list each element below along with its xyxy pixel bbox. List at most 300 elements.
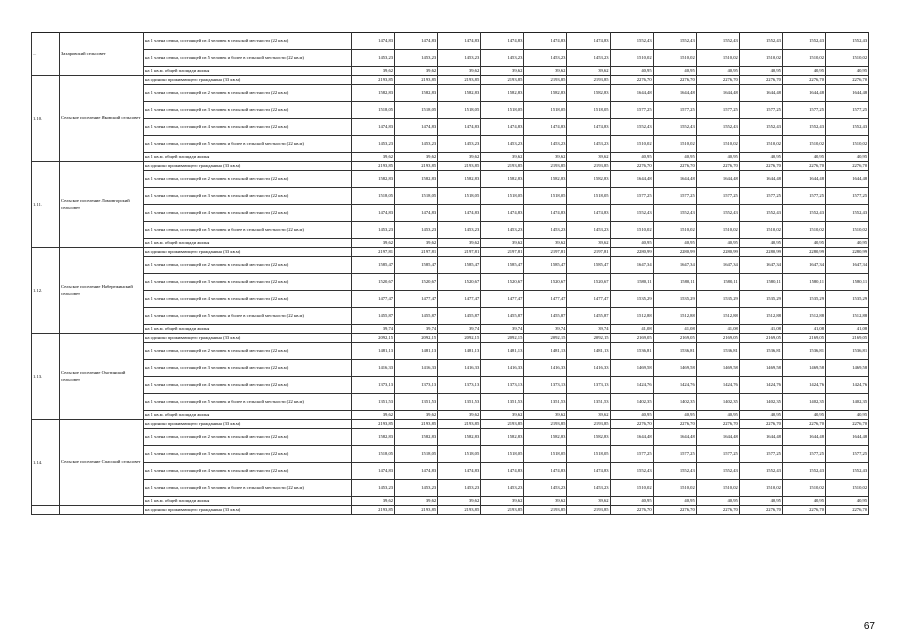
value-cell: 1474,83 <box>438 119 481 136</box>
value-cell: 1474,83 <box>567 119 610 136</box>
value-cell: 1582,83 <box>395 429 438 446</box>
value-cell: 1481,13 <box>524 343 567 360</box>
value-cell: 2193,85 <box>395 76 438 85</box>
value-cell: 2193,85 <box>524 162 567 171</box>
value-cell: 1510,02 <box>739 222 782 239</box>
table-row <box>32 308 869 325</box>
value-cell: 1402,35 <box>739 394 782 411</box>
value-cell: 1580,11 <box>782 274 825 291</box>
value-cell: 39,62 <box>395 67 438 76</box>
value-cell: 2169,05 <box>782 334 825 343</box>
norm-description: на 1 кв.м. общей площади жилья <box>144 411 352 420</box>
value-cell: 41,08 <box>610 325 653 334</box>
value-cell: 1402,35 <box>696 394 739 411</box>
value-cell: 1510,02 <box>826 480 869 497</box>
value-cell: 1474,83 <box>438 205 481 222</box>
value-cell: 2193,85 <box>567 420 610 429</box>
value-cell: 2276,70 <box>653 76 696 85</box>
value-cell: 1424,76 <box>696 377 739 394</box>
norm-description: на 1 члена семьи, состоящей из 4 человек в сельской местности (22 кв.м) <box>144 205 352 222</box>
value-cell: 2276,70 <box>782 506 825 515</box>
value-cell: 1453,23 <box>395 136 438 153</box>
value-cell: 1351,53 <box>481 394 524 411</box>
value-cell: 1510,02 <box>782 480 825 497</box>
value-cell: 41,08 <box>782 325 825 334</box>
value-cell: 1477,47 <box>438 291 481 308</box>
norm-description: на 1 члена семьи, состоящей из 3 человек в сельской местности (22 кв.м) <box>144 274 352 291</box>
value-cell: 1402,35 <box>782 394 825 411</box>
value-cell: 1647,34 <box>739 257 782 274</box>
value-cell: 1373,13 <box>481 377 524 394</box>
value-cell: 2276,70 <box>696 506 739 515</box>
value-cell: 40,95 <box>653 411 696 420</box>
value-cell: 1373,13 <box>352 377 395 394</box>
value-cell: 1510,02 <box>782 50 825 67</box>
value-cell: 1644,48 <box>696 171 739 188</box>
value-cell: 2193,85 <box>567 506 610 515</box>
value-cell: 1577,25 <box>610 102 653 119</box>
value-cell: 1474,83 <box>438 463 481 480</box>
value-cell: 1474,83 <box>395 205 438 222</box>
value-cell: 1474,83 <box>524 205 567 222</box>
value-cell: 1582,83 <box>352 429 395 446</box>
value-cell: 1518,05 <box>567 188 610 205</box>
table-row <box>32 67 869 76</box>
value-cell: 1585,47 <box>438 257 481 274</box>
value-cell: 1373,13 <box>395 377 438 394</box>
value-cell: 1453,23 <box>481 50 524 67</box>
value-cell: 1510,02 <box>826 136 869 153</box>
value-cell: 1510,02 <box>696 222 739 239</box>
value-cell: 40,95 <box>610 497 653 506</box>
value-cell: 39,74 <box>567 325 610 334</box>
norm-description: на 1 члена семьи, состоящей из 4 человек в сельской местности (22 кв.м) <box>144 119 352 136</box>
value-cell: 2193,85 <box>524 506 567 515</box>
value-cell: 39,74 <box>481 325 524 334</box>
value-cell: 1474,83 <box>352 205 395 222</box>
value-cell: 40,95 <box>826 67 869 76</box>
value-cell: 1552,43 <box>653 33 696 50</box>
value-cell: 2197,81 <box>524 248 567 257</box>
value-cell: 39,62 <box>352 411 395 420</box>
value-cell: 1453,23 <box>438 136 481 153</box>
value-cell: 1552,43 <box>826 119 869 136</box>
value-cell: 2276,70 <box>653 162 696 171</box>
value-cell: 1455,87 <box>481 308 524 325</box>
value-cell: 1644,48 <box>739 171 782 188</box>
table-row <box>32 76 869 85</box>
value-cell: 1552,43 <box>696 33 739 50</box>
value-cell: 1520,67 <box>524 274 567 291</box>
value-cell: 40,95 <box>782 153 825 162</box>
value-cell: 2276,70 <box>782 76 825 85</box>
value-cell: 1577,25 <box>739 188 782 205</box>
row-group-code: 1.10. <box>32 76 60 162</box>
value-cell: 1644,48 <box>782 429 825 446</box>
value-cell: 1552,43 <box>610 463 653 480</box>
value-cell: 1520,67 <box>438 274 481 291</box>
value-cell: 1512,88 <box>696 308 739 325</box>
value-cell: 40,95 <box>739 497 782 506</box>
settlement-name: Сельское поселение Охотинский сельсовет <box>60 334 144 420</box>
value-cell: 40,95 <box>782 497 825 506</box>
settlement-name <box>60 506 144 515</box>
value-cell: 2276,70 <box>739 420 782 429</box>
table-row <box>32 171 869 188</box>
value-cell: 1644,48 <box>782 85 825 102</box>
table-row <box>32 446 869 463</box>
value-cell: 2193,85 <box>481 420 524 429</box>
value-cell: 39,74 <box>438 325 481 334</box>
value-cell: 40,95 <box>782 411 825 420</box>
value-cell: 1552,43 <box>653 205 696 222</box>
value-cell: 2197,81 <box>352 248 395 257</box>
value-cell: 1453,23 <box>524 50 567 67</box>
value-cell: 2193,85 <box>438 506 481 515</box>
value-cell: 1585,47 <box>567 257 610 274</box>
value-cell: 1644,48 <box>826 85 869 102</box>
value-cell: 1510,02 <box>739 50 782 67</box>
value-cell: 1402,35 <box>826 394 869 411</box>
value-cell: 1552,43 <box>739 119 782 136</box>
table-row <box>32 411 869 420</box>
value-cell: 1552,43 <box>826 463 869 480</box>
norm-description: на 1 члена семьи, состоящей из 3 человек в сельской местности (22 кв.м) <box>144 188 352 205</box>
value-cell: 1582,83 <box>524 171 567 188</box>
value-cell: 1474,83 <box>567 463 610 480</box>
value-cell: 1510,02 <box>653 222 696 239</box>
value-cell: 41,08 <box>739 325 782 334</box>
value-cell: 39,62 <box>481 67 524 76</box>
row-group-code: 1.13. <box>32 334 60 420</box>
value-cell: 40,95 <box>610 67 653 76</box>
value-cell: 1518,05 <box>567 446 610 463</box>
table-row <box>32 291 869 308</box>
norm-description: на 1 члена семьи, состоящей из 2 человек в сельской местности (22 кв.м) <box>144 257 352 274</box>
value-cell: 1520,67 <box>481 274 524 291</box>
value-cell: 41,08 <box>826 325 869 334</box>
value-cell: 1647,34 <box>782 257 825 274</box>
value-cell: 39,62 <box>524 67 567 76</box>
value-cell: 1453,23 <box>567 136 610 153</box>
norm-description: на 1 члена семьи, состоящей из 5 человек и более в сельской местности (22 кв.м) <box>144 50 352 67</box>
table-row <box>32 136 869 153</box>
value-cell: 1416,33 <box>438 360 481 377</box>
table-row <box>32 248 869 257</box>
value-cell: 1518,05 <box>481 446 524 463</box>
norm-description: на одиноко проживающего гражданина (33 кв.м) <box>144 334 352 343</box>
value-cell: 1455,87 <box>524 308 567 325</box>
value-cell: 2276,70 <box>826 76 869 85</box>
value-cell: 1582,83 <box>481 85 524 102</box>
value-cell: 2276,70 <box>610 506 653 515</box>
value-cell: 39,62 <box>438 239 481 248</box>
value-cell: 1577,25 <box>826 102 869 119</box>
norm-description: на одиноко проживающего гражданина (33 кв.м) <box>144 420 352 429</box>
value-cell: 1585,47 <box>352 257 395 274</box>
value-cell: 1518,05 <box>438 446 481 463</box>
value-cell: 1512,88 <box>610 308 653 325</box>
value-cell: 1582,83 <box>567 171 610 188</box>
value-cell: 1512,88 <box>826 308 869 325</box>
value-cell: 1552,43 <box>739 205 782 222</box>
table-row <box>32 50 869 67</box>
value-cell: 1582,83 <box>395 85 438 102</box>
value-cell: 39,62 <box>481 411 524 420</box>
value-cell: 1455,87 <box>567 308 610 325</box>
value-cell: 2193,85 <box>524 76 567 85</box>
norm-description: на 1 члена семьи, состоящей из 2 человек в сельской местности (22 кв.м) <box>144 85 352 102</box>
settlement-name: Сельское поселение Ломовгорский сельсовет <box>60 162 144 248</box>
norm-description: на 1 члена семьи, состоящей из 5 человек и более в сельской местности (22 кв.м) <box>144 308 352 325</box>
value-cell: 2280,99 <box>782 248 825 257</box>
norm-description: на 1 члена семьи, состоящей из 5 человек и более в сельской местности (22 кв.м) <box>144 394 352 411</box>
value-cell: 2276,70 <box>782 420 825 429</box>
value-cell: 2276,70 <box>653 506 696 515</box>
value-cell: 1552,43 <box>610 33 653 50</box>
value-cell: 2169,05 <box>739 334 782 343</box>
value-cell: 2276,70 <box>696 76 739 85</box>
value-cell: 1474,83 <box>481 463 524 480</box>
table-row <box>32 429 869 446</box>
value-cell: 40,95 <box>696 153 739 162</box>
value-cell: 1453,23 <box>481 480 524 497</box>
norm-description: на 1 члена семьи, состоящей из 3 человек в сельской местности (22 кв.м) <box>144 446 352 463</box>
value-cell: 1512,88 <box>739 308 782 325</box>
value-cell: 1582,83 <box>352 171 395 188</box>
value-cell: 1580,11 <box>696 274 739 291</box>
value-cell: 1552,43 <box>826 33 869 50</box>
value-cell: 41,08 <box>653 325 696 334</box>
table-row <box>32 274 869 291</box>
value-cell: 1552,43 <box>739 463 782 480</box>
value-cell: 1510,02 <box>826 50 869 67</box>
value-cell: 1424,76 <box>610 377 653 394</box>
value-cell: 1518,05 <box>481 188 524 205</box>
value-cell: 1644,48 <box>696 429 739 446</box>
value-cell: 40,95 <box>826 153 869 162</box>
value-cell: 1455,87 <box>438 308 481 325</box>
value-cell: 1535,29 <box>739 291 782 308</box>
value-cell: 1535,29 <box>782 291 825 308</box>
table-row <box>32 463 869 480</box>
norm-description: на 1 кв.м. общей площади жилья <box>144 239 352 248</box>
norm-description: на одиноко проживающего гражданина (33 кв.м) <box>144 506 352 515</box>
value-cell: 1535,29 <box>653 291 696 308</box>
value-cell: 1510,02 <box>653 136 696 153</box>
value-cell: 1577,25 <box>739 446 782 463</box>
value-cell: 2193,85 <box>395 420 438 429</box>
value-cell: 1474,83 <box>352 119 395 136</box>
value-cell: 2276,70 <box>739 506 782 515</box>
value-cell: 40,95 <box>782 239 825 248</box>
value-cell: 2276,70 <box>826 162 869 171</box>
value-cell: 1477,47 <box>481 291 524 308</box>
value-cell: 1535,29 <box>696 291 739 308</box>
value-cell: 2092,15 <box>481 334 524 343</box>
value-cell: 2276,70 <box>696 420 739 429</box>
value-cell: 1577,25 <box>610 446 653 463</box>
value-cell: 1481,13 <box>395 343 438 360</box>
value-cell: 1552,43 <box>782 205 825 222</box>
value-cell: 1474,83 <box>524 463 567 480</box>
settlement-name: Сельское поселение Набережинский сельсовет <box>60 248 144 334</box>
value-cell: 40,95 <box>826 411 869 420</box>
value-cell: 1644,48 <box>653 171 696 188</box>
value-cell: 1552,43 <box>739 33 782 50</box>
value-cell: 1474,83 <box>395 119 438 136</box>
value-cell: 39,62 <box>352 497 395 506</box>
value-cell: 1474,83 <box>352 33 395 50</box>
value-cell: 1510,02 <box>739 480 782 497</box>
value-cell: 1373,13 <box>567 377 610 394</box>
value-cell: 1416,33 <box>567 360 610 377</box>
value-cell: 2280,99 <box>739 248 782 257</box>
table-row <box>32 239 869 248</box>
value-cell: 1552,43 <box>610 205 653 222</box>
value-cell: 1453,23 <box>481 222 524 239</box>
value-cell: 39,62 <box>438 497 481 506</box>
value-cell: 40,95 <box>826 239 869 248</box>
table-row <box>32 394 869 411</box>
value-cell: 1520,67 <box>567 274 610 291</box>
value-cell: 39,62 <box>524 239 567 248</box>
value-cell: 39,62 <box>438 153 481 162</box>
value-cell: 2276,70 <box>782 162 825 171</box>
value-cell: 2193,85 <box>438 420 481 429</box>
value-cell: 1644,48 <box>653 429 696 446</box>
value-cell: 1552,43 <box>653 463 696 480</box>
value-cell: 2276,70 <box>696 162 739 171</box>
value-cell: 1552,43 <box>696 205 739 222</box>
value-cell: 40,95 <box>739 67 782 76</box>
value-cell: 1474,83 <box>395 463 438 480</box>
value-cell: 1552,43 <box>610 119 653 136</box>
value-cell: 1477,47 <box>567 291 610 308</box>
norm-description: на 1 члена семьи, состоящей из 3 человек в сельской местности (22 кв.м) <box>144 102 352 119</box>
value-cell: 1474,83 <box>438 33 481 50</box>
value-cell: 1518,05 <box>438 102 481 119</box>
value-cell: 2276,70 <box>739 162 782 171</box>
value-cell: 1469,58 <box>739 360 782 377</box>
table-row <box>32 222 869 239</box>
value-cell: 1518,05 <box>438 188 481 205</box>
value-cell: 2193,85 <box>352 506 395 515</box>
value-cell: 1518,05 <box>395 102 438 119</box>
value-cell: 1474,83 <box>524 119 567 136</box>
value-cell: 1536,81 <box>782 343 825 360</box>
value-cell: 2280,99 <box>696 248 739 257</box>
value-cell: 39,62 <box>481 153 524 162</box>
value-cell: 39,74 <box>352 325 395 334</box>
value-cell: 1536,81 <box>739 343 782 360</box>
value-cell: 39,62 <box>524 497 567 506</box>
value-cell: 1518,05 <box>524 188 567 205</box>
page-number: 67 <box>863 621 875 632</box>
value-cell: 40,95 <box>610 153 653 162</box>
value-cell: 2193,85 <box>567 162 610 171</box>
value-cell: 1481,13 <box>352 343 395 360</box>
value-cell: 1402,35 <box>610 394 653 411</box>
value-cell: 1582,83 <box>438 171 481 188</box>
value-cell: 2169,05 <box>610 334 653 343</box>
value-cell: 1536,81 <box>653 343 696 360</box>
table-row <box>32 377 869 394</box>
value-cell: 1577,25 <box>653 102 696 119</box>
value-cell: 1536,81 <box>610 343 653 360</box>
value-cell: 1474,83 <box>395 33 438 50</box>
value-cell: 1577,25 <box>696 446 739 463</box>
value-cell: 1644,48 <box>739 85 782 102</box>
value-cell: 2193,85 <box>481 506 524 515</box>
value-cell: 1481,13 <box>481 343 524 360</box>
value-cell: 1552,43 <box>696 463 739 480</box>
table-row <box>32 420 869 429</box>
value-cell: 1510,02 <box>696 136 739 153</box>
value-cell: 40,95 <box>826 497 869 506</box>
value-cell: 1518,05 <box>352 188 395 205</box>
value-cell: 1477,47 <box>352 291 395 308</box>
value-cell: 2092,15 <box>395 334 438 343</box>
value-cell: 1518,05 <box>395 446 438 463</box>
value-cell: 39,62 <box>438 67 481 76</box>
value-cell: 2092,15 <box>524 334 567 343</box>
norm-description: на 1 члена семьи, состоящей из 5 человек и более в сельской местности (22 кв.м) <box>144 480 352 497</box>
value-cell: 2280,99 <box>653 248 696 257</box>
value-cell: 2193,85 <box>352 420 395 429</box>
value-cell: 2280,99 <box>610 248 653 257</box>
value-cell: 1474,83 <box>524 33 567 50</box>
value-cell: 1402,35 <box>653 394 696 411</box>
value-cell: 1585,47 <box>481 257 524 274</box>
value-cell: 1416,33 <box>352 360 395 377</box>
value-cell: 2197,81 <box>395 248 438 257</box>
value-cell: 1424,76 <box>782 377 825 394</box>
value-cell: 40,95 <box>696 239 739 248</box>
value-cell: 2193,85 <box>567 76 610 85</box>
settlement-name: Захаровский сельсовет <box>60 33 144 76</box>
value-cell: 1512,88 <box>653 308 696 325</box>
value-cell: 1510,02 <box>782 222 825 239</box>
value-cell: 1510,02 <box>610 50 653 67</box>
value-cell: 1474,83 <box>567 205 610 222</box>
value-cell: 1582,83 <box>524 429 567 446</box>
value-cell: 2276,70 <box>826 506 869 515</box>
value-cell: 39,62 <box>352 67 395 76</box>
value-cell: 1474,83 <box>567 33 610 50</box>
value-cell: 1518,05 <box>395 188 438 205</box>
value-cell: 1647,34 <box>696 257 739 274</box>
value-cell: 1351,53 <box>352 394 395 411</box>
value-cell: 1582,83 <box>438 85 481 102</box>
value-cell: 1453,23 <box>524 136 567 153</box>
value-cell: 2276,70 <box>826 420 869 429</box>
value-cell: 1512,88 <box>782 308 825 325</box>
value-cell: 1520,67 <box>352 274 395 291</box>
value-cell: 2280,99 <box>826 248 869 257</box>
value-cell: 1469,58 <box>826 360 869 377</box>
value-cell: 40,95 <box>610 239 653 248</box>
value-cell: 1535,29 <box>826 291 869 308</box>
value-cell: 40,95 <box>653 239 696 248</box>
value-cell: 1582,83 <box>481 171 524 188</box>
value-cell: 39,62 <box>438 411 481 420</box>
norm-description: на 1 члена семьи, состоящей из 3 человек в сельской местности (22 кв.м) <box>144 360 352 377</box>
norm-description: на 1 члена семьи, состоящей из 4 человек в сельской местности (22 кв.м) <box>144 291 352 308</box>
value-cell: 1577,25 <box>782 446 825 463</box>
value-cell: 1580,11 <box>653 274 696 291</box>
value-cell: 39,62 <box>395 153 438 162</box>
